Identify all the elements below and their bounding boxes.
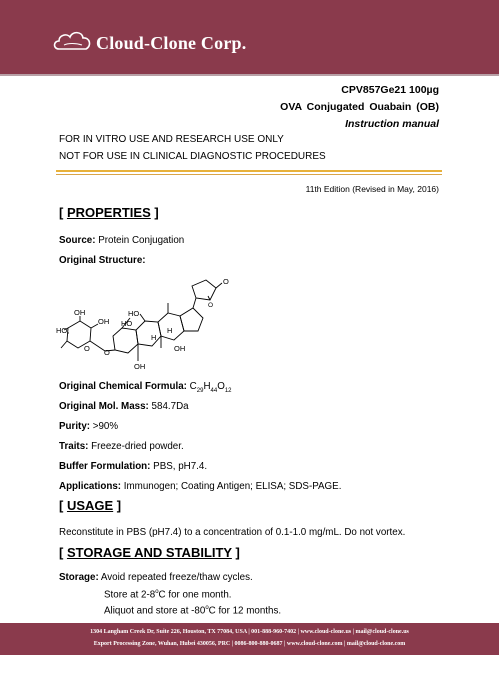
usage-heading: [ USAGE ] [59, 498, 122, 513]
footer-prc-contact: Export Processing Zone, Wuhan, Hubei 430056, PRC | 0086-800-880-0687 | www.cloud-clone.com | mail@cloud-clone.com [93, 641, 406, 647]
traits-row: Traits: Freeze-dried powder. [59, 441, 184, 452]
ho-top-label: HO [128, 309, 140, 318]
carbonyl-o-label: O [223, 277, 229, 286]
h-lower-label: H [151, 333, 157, 342]
footer-usa-contact: 1304 Langham Creek Dr, Suite 226, Houston, TX 77084, USA | 001-888-960-7402 | www.cloud-clone.us | mail@cloud-clone.us [90, 629, 409, 635]
buffer-row: Buffer Formulation: PBS, pH7.4. [59, 461, 208, 472]
oh-sugar-top-label: OH [74, 308, 86, 317]
storage-heading: [ STORAGE AND STABILITY ] [59, 545, 240, 560]
cloud-logo-icon [52, 27, 94, 54]
divider-thin [56, 174, 442, 175]
sugar-ring-o-label: O [84, 344, 90, 353]
company-name: Cloud-Clone Corp. [96, 33, 247, 53]
edition-note: 11th Edition (Revised in May, 2016) [305, 184, 439, 194]
ouabain-structure-diagram [58, 276, 238, 376]
document-type: Instruction manual [345, 118, 439, 130]
header-rule [0, 74, 499, 76]
h-upper-label: H [167, 326, 173, 335]
storage-row: Storage: Avoid repeated freeze/thaw cycles. [59, 572, 253, 583]
usage-text: Reconstitute in PBS (pH7.4) to a concentration of 0.1-1.0 mg/mL. Do not vortex. [59, 527, 406, 538]
purity-row: Purity: >90% [59, 421, 119, 432]
structure-label: Original Structure: [59, 255, 146, 266]
storage-long-term: Aliquot and store at -80$^o$C for 12 months. [104, 605, 282, 617]
ho-left-label: HO [121, 319, 133, 328]
glycosidic-o-label: O [104, 348, 110, 357]
ring-o-label: O [208, 302, 214, 309]
applications-row: Applications: Immunogen; Coating Antigen; ELISA; SDS-PAGE. [59, 481, 342, 492]
footer-band [0, 623, 499, 655]
oh-sugar-right-label: OH [98, 317, 110, 326]
storage-short-term: Store at 2-8$^o$C for one month. [104, 589, 232, 601]
divider-gold [56, 170, 442, 172]
product-name: OVA Conjugated Ouabain (OB) [280, 101, 439, 113]
formula-row: Original Chemical Formula: $C_{29}H_{44}O_{12}$ [59, 381, 232, 394]
properties-heading: [ PROPERTIES ] [59, 205, 159, 220]
source-row: Source: Protein Conjugation [59, 235, 185, 246]
catalog-number: CPV857Ge21 100µg [341, 84, 439, 96]
mol-mass-row: Original Mol. Mass: 584.7Da [59, 401, 189, 412]
oh-c5-label: OH [134, 362, 146, 371]
ho-sugar-left-label: HO, [56, 326, 70, 335]
clinical-use-notice: NOT FOR USE IN CLINICAL DIAGNOSTIC PROCEDURES [59, 151, 326, 162]
oh-c14-label: OH [174, 344, 186, 353]
research-use-notice: FOR IN VITRO USE AND RESEARCH USE ONLY [59, 134, 284, 145]
